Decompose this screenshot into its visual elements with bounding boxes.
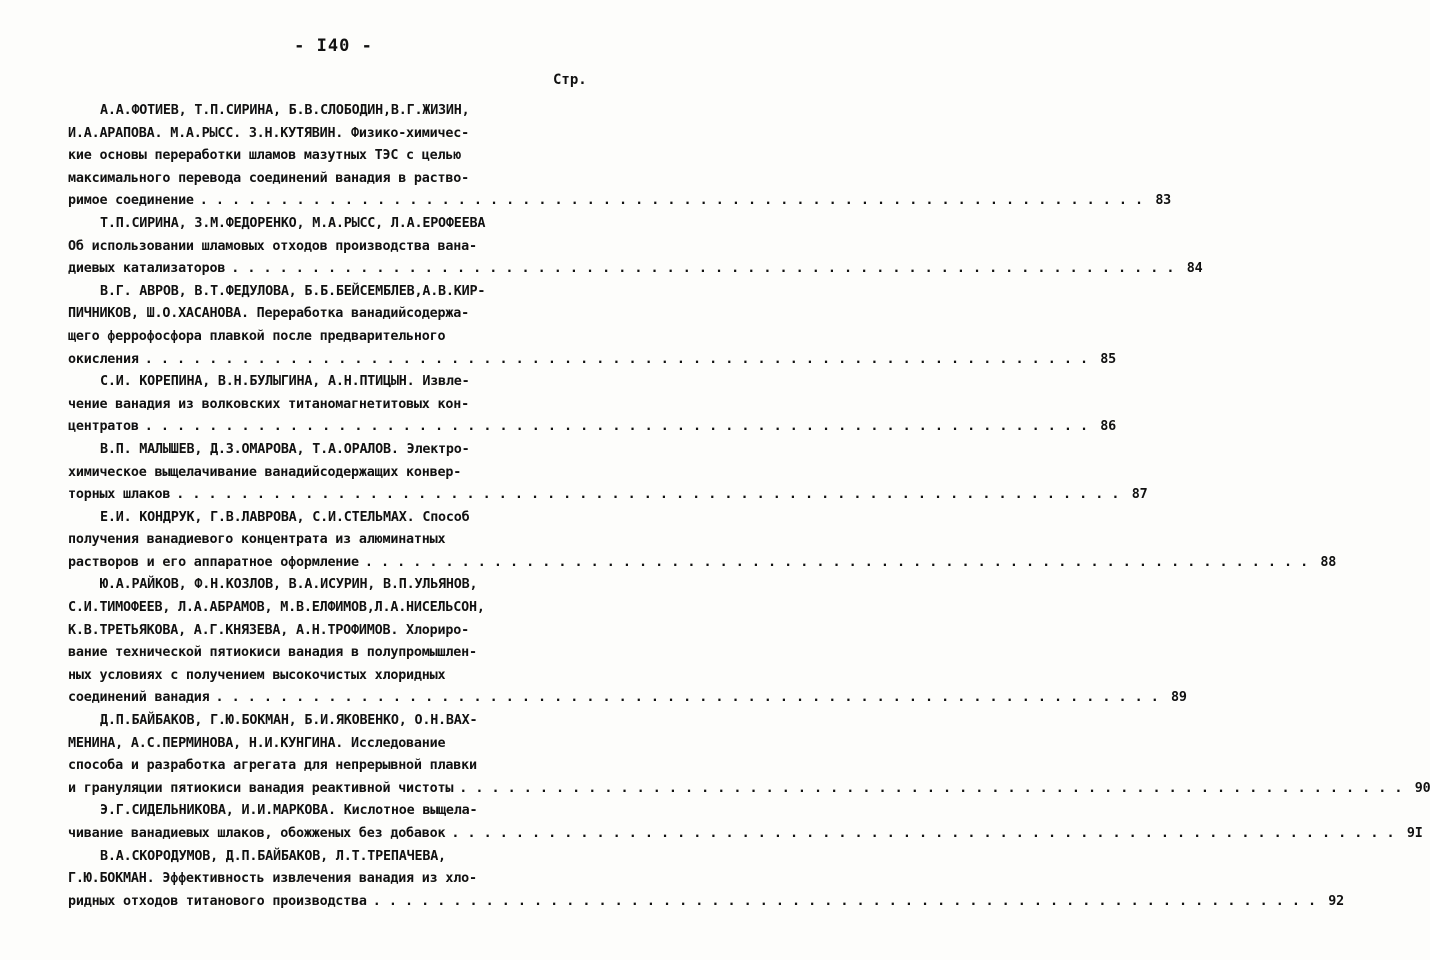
toc-page-number: 84 — [1186, 261, 1203, 277]
table-of-contents — [68, 100, 1430, 913]
toc-entry-line: Д.П.БАЙБАКОВ, Г.Ю.БОКМАН, Б.И.ЯКОВЕНКО, О.Н.ВАХ- — [100, 713, 478, 729]
toc-entry-line: окисления — [68, 351, 139, 367]
toc-entry-line: Ю.А.РАЙКОВ, Ф.Н.КОЗЛОВ, В.А.ИСУРИН, В.П.УЛЬЯНОВ, — [100, 577, 478, 593]
toc-page-number: 9I — [1406, 826, 1423, 841]
toc-entry-line: диевых катализаторов — [68, 261, 226, 277]
toc-page-number: 83 — [1155, 193, 1172, 209]
toc-entry-line: В.Г. АВРОВ, В.Т.ФЕДУЛОВА, Б.Б.БЕЙСЕМБЛЕВ,А.В.КИР- — [100, 283, 486, 299]
toc-entry-line: максимального перевода соединений ванадия в раство- — [68, 170, 469, 186]
toc-entry-last-line — [68, 258, 1203, 281]
toc-entry-line: ПИЧНИКОВ, Ш.О.ХАСАНОВА. Переработка ванадийсодержа- — [68, 306, 469, 322]
toc-entry-line: римое соединение — [68, 193, 194, 209]
toc-entry-line: получения ванадиевого концентрата из алюминатных — [68, 532, 446, 548]
toc-entry — [68, 439, 1148, 507]
dot-leader: . . . . . . . . . . . . . . . . . . . . . . . . . . . . . . . . . . . . . . . . . . . . . . . . . . . . . . . . . . . — [451, 826, 1395, 841]
toc-entry-line: и грануляции пятиокиси ванадия реактивной чистоты — [68, 780, 454, 796]
dot-leader: . . . . . . . . . . . . . . . . . . . . . . . . . . . . . . . . . . . . . . . . . . . . . . . . . . . . . . . . . . . — [459, 780, 1403, 796]
toc-entry-last-line — [68, 416, 1117, 439]
dot-leader: . . . . . . . . . . . . . . . . . . . . . . . . . . . . . . . . . . . . . . . . . . . . . . . . . . . . . . . . . . . — [176, 487, 1120, 503]
dot-leader: . . . . . . . . . . . . . . . . . . . . . . . . . . . . . . . . . . . . . . . . . . . . . . . . . . . . . . . . . . . — [364, 554, 1309, 570]
page-column-header: Стр. — [553, 72, 587, 88]
toc-entry-line: С.И. КОРЕПИНА, В.Н.БУЛЫГИНА, А.Н.ПТИЦЫН. Извле- — [100, 374, 470, 390]
toc-entry-line: Т.П.СИРИНА, З.М.ФЕДОРЕНКО, М.А.РЫСС, Л.А.ЕРОФЕЕВА — [100, 215, 486, 231]
toc-entry-last-line — [68, 349, 1117, 372]
toc-entry — [68, 507, 1337, 575]
toc-entry — [68, 710, 1430, 800]
toc-entry-line: чение ванадия из волковских титаномагнетитовых кон- — [68, 396, 469, 412]
toc-entry-line: соединений ванадия — [68, 690, 210, 706]
toc-page-number: 87 — [1131, 487, 1148, 503]
dot-leader: . . . . . . . . . . . . . . . . . . . . . . . . . . . . . . . . . . . . . . . . . . . . . . . . . . . . . . . . . . . — [144, 419, 1089, 435]
toc-entry-last-line — [68, 190, 1172, 213]
toc-entry-line: К.В.ТРЕТЬЯКОВА, А.Г.КНЯЗЕВА, А.Н.ТРОФИМОВ. Хлориро- — [68, 622, 469, 638]
toc-entry-line: ных условиях с получением высокочистых хлоридных — [68, 667, 446, 683]
toc-page-number: 88 — [1320, 554, 1337, 570]
toc-entry-line: Э.Г.СИДЕЛЬНИКОВА, И.И.МАРКОВА. Кислотное выщела- — [100, 803, 478, 819]
toc-entry-line: торных шлаков — [68, 487, 171, 503]
toc-entry-line: Г.Ю.БОКМАН. Эффективность извлечения ванадия из хло- — [68, 871, 477, 887]
toc-entry-line: МЕНИНА, А.С.ПЕРМИНОВА, Н.И.КУНГИНА. Исследование — [68, 735, 446, 751]
dot-leader: . . . . . . . . . . . . . . . . . . . . . . . . . . . . . . . . . . . . . . . . . . . . . . . . . . . . . . . . . . . — [144, 351, 1089, 367]
dot-leader: . . . . . . . . . . . . . . . . . . . . . . . . . . . . . . . . . . . . . . . . . . . . . . . . . . . . . . . . . . . — [199, 193, 1144, 209]
toc-entry-line: химическое выщелачивание ванадийсодержащих конвер- — [68, 464, 462, 480]
toc-entry — [68, 846, 1345, 914]
toc-entry — [68, 574, 1187, 710]
dot-leader: . . . . . . . . . . . . . . . . . . . . . . . . . . . . . . . . . . . . . . . . . . . . . . . . . . . . . . . . . . . — [231, 261, 1175, 277]
toc-page-number: 92 — [1328, 893, 1345, 909]
toc-entry — [68, 800, 1423, 845]
toc-page-number: 86 — [1100, 419, 1117, 435]
toc-page-number: 85 — [1100, 351, 1117, 367]
toc-entry-last-line — [68, 891, 1345, 914]
toc-entry-last-line — [68, 823, 1423, 846]
toc-entry-line: С.И.ТИМОФЕЕВ, Л.А.АБРАМОВ, М.В.ЕЛФИМОВ,Л.А.НИСЕЛЬСОН, — [68, 600, 485, 616]
toc-entry-line: И.А.АРАПОВА. М.А.РЫСС. З.Н.КУТЯВИН. Физико-химичес- — [68, 125, 469, 141]
toc-entry-line: В.А.СКОРОДУМОВ, Д.П.БАЙБАКОВ, Л.Т.ТРЕПАЧЕВА, — [100, 848, 446, 864]
page-number: - I40 - — [294, 36, 373, 56]
toc-entry — [68, 281, 1117, 371]
dot-leader: . . . . . . . . . . . . . . . . . . . . . . . . . . . . . . . . . . . . . . . . . . . . . . . . . . . . . . . . . . . — [215, 690, 1159, 706]
toc-entry-line: вание технической пятиокиси ванадия в полупромышлен- — [68, 645, 477, 661]
toc-page-number: 89 — [1171, 690, 1187, 706]
toc-entry — [68, 213, 1203, 281]
dot-leader: . . . . . . . . . . . . . . . . . . . . . . . . . . . . . . . . . . . . . . . . . . . . . . . . . . . . . . . . . . . — [372, 893, 1317, 909]
toc-entry-line: растворов и его аппаратное оформление — [68, 554, 359, 570]
toc-entry-line: кие основы переработки шламов мазутных ТЭС с целью — [68, 148, 462, 164]
toc-entry-line: В.П. МАЛЫШЕВ, Д.З.ОМАРОВА, Т.А.ОРАЛОВ. Электро- — [100, 441, 470, 457]
toc-entry-line: способа и разработка агрегата для непрерывной плавки — [68, 758, 477, 774]
toc-entry-line: щего феррофосфора плавкой после предварительного — [68, 328, 446, 344]
toc-entry — [68, 371, 1117, 439]
toc-entry-line: ридных отходов титанового производства — [68, 893, 367, 909]
toc-page-number: 90 — [1414, 780, 1430, 796]
toc-entry-last-line — [68, 484, 1148, 507]
toc-entry-line: Об использовании шламовых отходов производства вана- — [68, 238, 477, 254]
toc-entry — [68, 100, 1172, 213]
toc-entry-line: Е.И. КОНДРУК, Г.В.ЛАВРОВА, С.И.СТЕЛЬМАХ. Способ — [100, 509, 470, 525]
toc-entry-last-line — [68, 552, 1337, 575]
toc-entry-line: центратов — [68, 419, 139, 435]
toc-entry-last-line — [68, 778, 1430, 801]
toc-entry-last-line — [68, 687, 1187, 710]
toc-entry-line: чивание ванадиевых шлаков, обожженых без добавок — [68, 826, 446, 841]
toc-entry-line: А.А.ФОТИЕВ, Т.П.СИРИНА, Б.В.СЛОБОДИН,В.Г.ЖИЗИН, — [100, 103, 470, 118]
